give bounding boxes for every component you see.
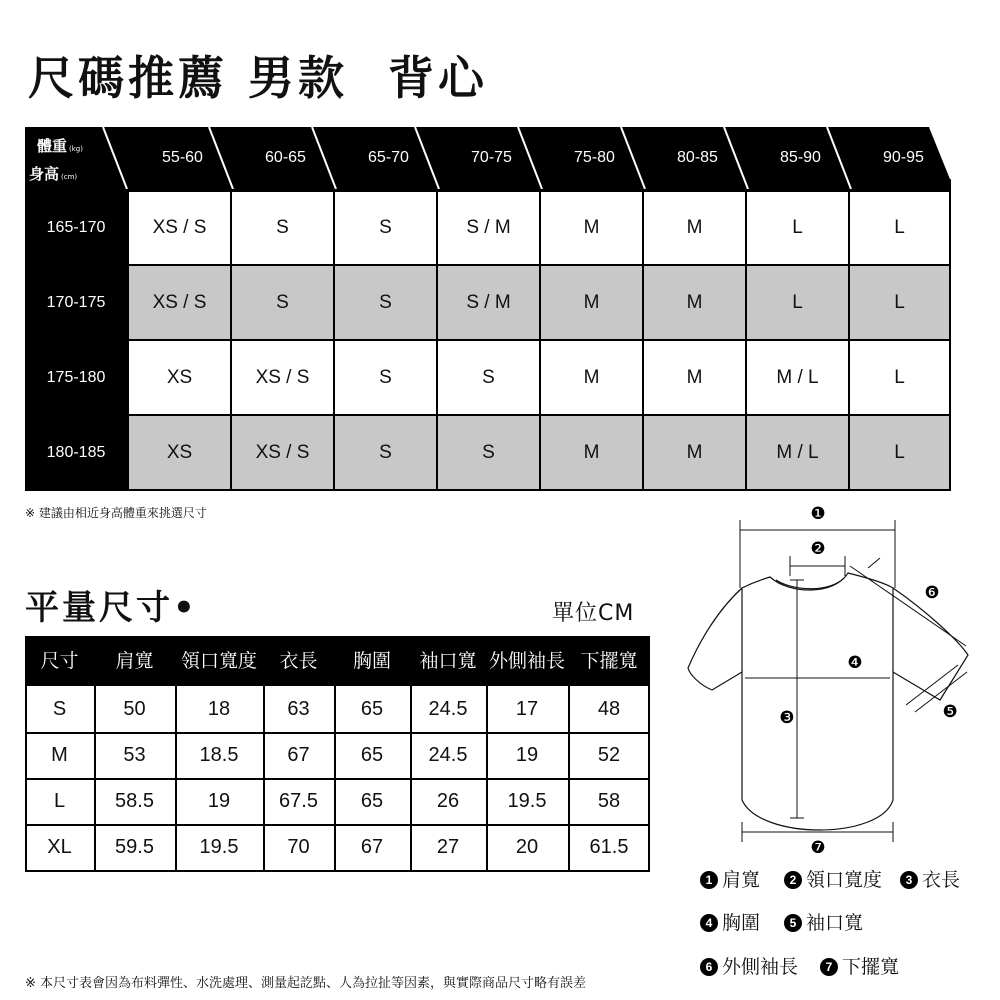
measure-cell: 67	[360, 836, 384, 858]
measure-cell: 48	[597, 698, 621, 720]
weight-col-1: 55-60	[162, 149, 203, 166]
collar-inner	[776, 578, 844, 589]
size-cell: L	[848, 341, 951, 414]
measure-cell: 58	[597, 790, 621, 812]
measure-cell: 63	[287, 698, 310, 720]
measure-col-divider	[175, 686, 177, 872]
size-cell: M	[642, 341, 745, 414]
measure-cell: 67.5	[279, 790, 318, 812]
measure-cell: 52	[597, 744, 621, 766]
weight-col-4: 70-75	[471, 149, 512, 166]
unit-label: 單位CM	[552, 601, 635, 626]
size-cell: M	[539, 341, 642, 414]
legend-item-4: 4 胸圍	[700, 908, 760, 935]
weight-col-7: 85-90	[780, 149, 821, 166]
row-divider	[25, 414, 951, 416]
size-cell: S	[230, 266, 333, 339]
size-cell: S	[436, 416, 539, 489]
measure-cell: 20	[515, 836, 539, 858]
size-cell: M	[539, 416, 642, 489]
marker-7: ❼	[810, 838, 826, 858]
marker-1: ❶	[810, 504, 826, 524]
weight-col-6: 80-85	[677, 149, 718, 166]
marker-5: ❺	[942, 702, 958, 722]
size-cell: L	[848, 191, 951, 264]
weight-col-3: 65-70	[368, 149, 409, 166]
measure-cell: 19.5	[199, 836, 239, 858]
size-cell: M	[539, 266, 642, 339]
weight-label: 體重 (kg)	[37, 137, 83, 155]
size-cell: M / L	[745, 416, 848, 489]
size-cell: S	[436, 341, 539, 414]
measure-cell: 65	[360, 698, 384, 720]
row-divider	[25, 339, 951, 341]
size-cell: XS	[127, 341, 230, 414]
measure-header-1: 尺寸	[25, 636, 94, 686]
measure-cell: 61.5	[589, 836, 629, 858]
measure-col-divider	[94, 686, 96, 872]
size-cell: S	[333, 341, 436, 414]
size-cell: L	[848, 266, 951, 339]
size-label-cell: XL	[47, 836, 72, 858]
weight-col-5: 75-80	[574, 149, 615, 166]
measure-col-divider	[568, 686, 570, 872]
height-row-label: 170-175	[25, 266, 127, 339]
size-cell: M	[642, 266, 745, 339]
measure-cell: 67	[287, 744, 310, 766]
size-cell: L	[848, 416, 951, 489]
size-cell: XS / S	[230, 341, 333, 414]
legend-item-5: 5 袖口寬	[784, 908, 863, 935]
measure-cell: 18.5	[199, 744, 239, 766]
measure-col-divider	[263, 686, 265, 872]
measure-cell: 19	[207, 790, 231, 812]
height-row-label: 165-170	[25, 191, 127, 264]
size-cell: M / L	[745, 341, 848, 414]
measure-cell: 17	[515, 698, 539, 720]
size-cell: L	[745, 266, 848, 339]
marker-3: ❸	[779, 708, 795, 728]
measure-row-divider	[25, 778, 650, 780]
measure-col-divider	[334, 686, 336, 872]
measure-header-5: 胸圍	[334, 636, 410, 686]
marker-2: ❷	[810, 539, 826, 559]
legend-item-3: 3 衣長	[900, 865, 960, 892]
measure-cell: 65	[360, 790, 384, 812]
shirt-outline	[688, 573, 968, 830]
height-label: 身高 (cm)	[29, 165, 78, 183]
size-cell: S / M	[436, 266, 539, 339]
size-label-cell: L	[53, 790, 66, 812]
measure-cell: 19	[515, 744, 539, 766]
measure-header-3: 領口寬度	[175, 636, 263, 686]
measure-header-4: 衣長	[263, 636, 334, 686]
size-cell: L	[745, 191, 848, 264]
measure-header-7: 外側袖長	[486, 636, 568, 686]
size-cell: XS / S	[127, 266, 230, 339]
size-recommendation-table	[25, 127, 951, 489]
measure-cell: 24.5	[428, 744, 468, 766]
measure-cell: 59.5	[115, 836, 154, 858]
size-cell: XS / S	[230, 416, 333, 489]
shirt-diagram	[680, 500, 980, 858]
size-cell: XS	[127, 416, 230, 489]
measure-row-divider	[25, 870, 650, 872]
legend-item-1: 1 肩寬	[700, 865, 760, 892]
legend-item-6: 6 外側袖長	[700, 952, 798, 979]
measure-cell: 27	[436, 836, 460, 858]
size-cell: M	[539, 191, 642, 264]
measure-row-divider	[25, 824, 650, 826]
measure-cell: 53	[123, 744, 146, 766]
measure-cell: 19.5	[507, 790, 547, 812]
size-cell: S	[333, 191, 436, 264]
size-cell: XS / S	[127, 191, 230, 264]
size-cell: M	[642, 191, 745, 264]
height-row-label: 175-180	[25, 341, 127, 414]
marker-6: ❻	[924, 583, 940, 603]
weight-col-8: 90-95	[883, 149, 924, 166]
measure-header-8: 下擺寬	[568, 636, 650, 686]
size-label-cell: M	[51, 744, 68, 766]
measure-cell: 24.5	[428, 698, 468, 720]
legend-item-7: 7 下擺寬	[820, 952, 899, 979]
legend-item-2: 2 領口寬度	[784, 865, 882, 892]
size-cell: S	[230, 191, 333, 264]
marker-4: ❹	[847, 653, 863, 673]
size-cell: S	[333, 266, 436, 339]
measure-cell: 26	[436, 790, 460, 812]
measure-cell: 58.5	[115, 790, 154, 812]
measure-cell: 70	[287, 836, 310, 858]
measure-header-6: 袖口寬	[410, 636, 486, 686]
size-cell: M	[642, 416, 745, 489]
measure-cell: 18	[207, 698, 231, 720]
measure-row-divider	[25, 732, 650, 734]
size-cell: S / M	[436, 191, 539, 264]
height-row-label: 180-185	[25, 416, 127, 489]
size-cell: S	[333, 416, 436, 489]
measurement-table	[25, 636, 650, 872]
measure-col-divider	[486, 686, 488, 872]
measure-col-divider	[648, 686, 650, 872]
page-title: 尺碼推薦 男款 背心	[28, 51, 489, 105]
size-label-cell: S	[52, 698, 67, 720]
row-divider	[25, 264, 951, 266]
measure-col-divider	[25, 686, 27, 872]
disclaimer-note: ※ 本尺寸表會因為布料彈性、水洗處理、測量起訖點、人為拉扯等因素，與實際商品尺寸略有誤差	[25, 976, 587, 991]
recommendation-note: ※ 建議由相近身高體重來挑選尺寸	[25, 506, 207, 520]
measure-cell: 50	[123, 698, 146, 720]
measure-col-divider	[410, 686, 412, 872]
flat-measure-title: 平量尺寸•	[25, 588, 198, 628]
measure-cell: 65	[360, 744, 384, 766]
header-rule	[25, 189, 951, 192]
row-divider	[25, 489, 951, 491]
weight-col-2: 60-65	[265, 149, 306, 166]
measure-header-2: 肩寬	[94, 636, 175, 686]
